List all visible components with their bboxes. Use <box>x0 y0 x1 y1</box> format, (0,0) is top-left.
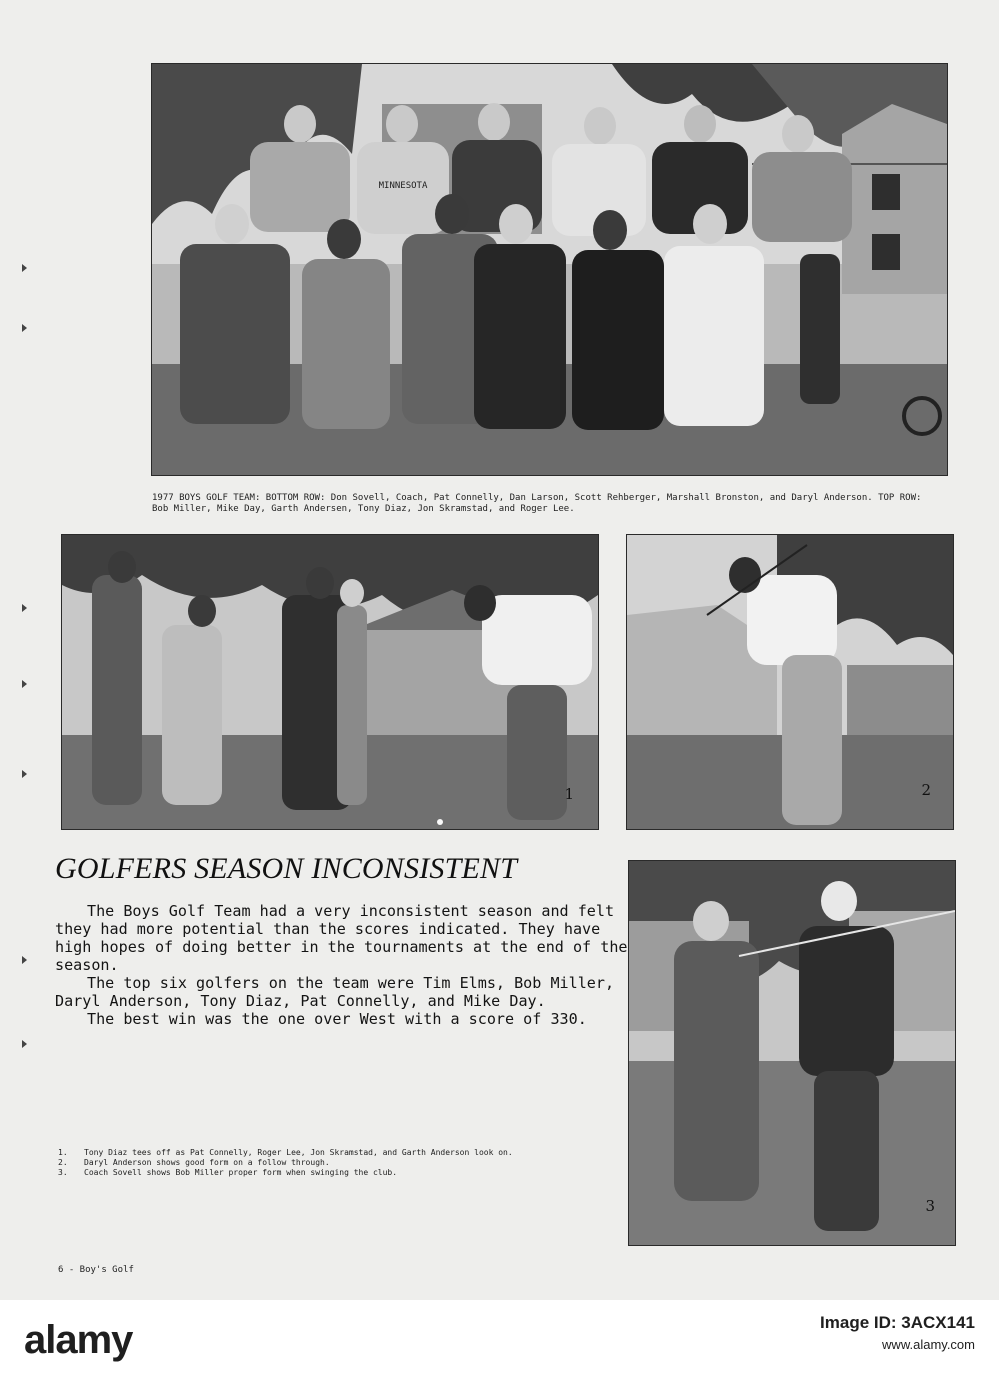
caption-text: Tony Diaz tees off as Pat Connelly, Roger Lee, Jon Skramstad, and Garth Anderson look on. <box>84 1148 513 1157</box>
alamy-logo: alamy <box>24 1318 133 1362</box>
margin-mark <box>22 324 27 332</box>
caption-item <box>58 1158 558 1168</box>
caption-item <box>58 1148 558 1158</box>
team-photo <box>151 63 948 476</box>
margin-mark <box>22 956 27 964</box>
article-headline: GOLFERS SEASON INCONSISTENT <box>55 852 518 885</box>
image-id-label: Image ID: 3ACX141 <box>820 1313 975 1332</box>
article-body <box>55 902 635 1028</box>
watermark-info <box>820 1313 975 1352</box>
photo-3-coach-instruction <box>628 860 956 1246</box>
caption-text: Daryl Anderson shows good form on a follow through. <box>84 1158 330 1167</box>
caption-number: 1. <box>58 1148 68 1157</box>
photo-1-number: 1 <box>564 785 574 803</box>
margin-mark <box>22 680 27 688</box>
photo-captions <box>58 1148 558 1178</box>
margin-mark <box>22 264 27 272</box>
photo-3-number: 3 <box>925 1197 935 1215</box>
margin-mark <box>22 1040 27 1048</box>
caption-text: Coach Sovell shows Bob Miller proper form when swinging the club. <box>84 1168 398 1177</box>
margin-mark <box>22 604 27 612</box>
sweater-lettering: MINNESOTA <box>378 181 428 191</box>
team-photo-caption: 1977 BOYS GOLF TEAM: BOTTOM ROW: Don Sovell, Coach, Pat Connelly, Dan Larson, Scott Rehberger, Marshall Bronston, and Daryl Anderson. TOP ROW: Bob Miller, Mike Day, Garth Andersen, Tony Diaz, Jon Skramstad, and Roger Lee. <box>152 493 922 514</box>
article-paragraph: The top six golfers on the team were Tim Elms, Bob Miller, Daryl Anderson, Tony Diaz, Pat Connelly, and Mike Day. <box>55 974 615 1010</box>
caption-number: 2. <box>58 1158 68 1167</box>
photo-2-follow-through <box>626 534 954 830</box>
photo-2-number: 2 <box>921 781 931 799</box>
page-footer: 6 - Boy's Golf <box>58 1265 134 1275</box>
article-paragraph: The best win was the one over West with a score of 330. <box>87 1010 587 1028</box>
watermark-url: www.alamy.com <box>882 1337 975 1352</box>
photo-1-tee-off <box>61 534 599 830</box>
article-paragraph: The Boys Golf Team had a very inconsistent season and felt they had more potential than the scores indicated. They have high hopes of doing better in the tournaments at the end of the season. <box>55 902 628 974</box>
caption-item <box>58 1168 558 1178</box>
margin-mark <box>22 770 27 778</box>
caption-number: 3. <box>58 1168 68 1177</box>
